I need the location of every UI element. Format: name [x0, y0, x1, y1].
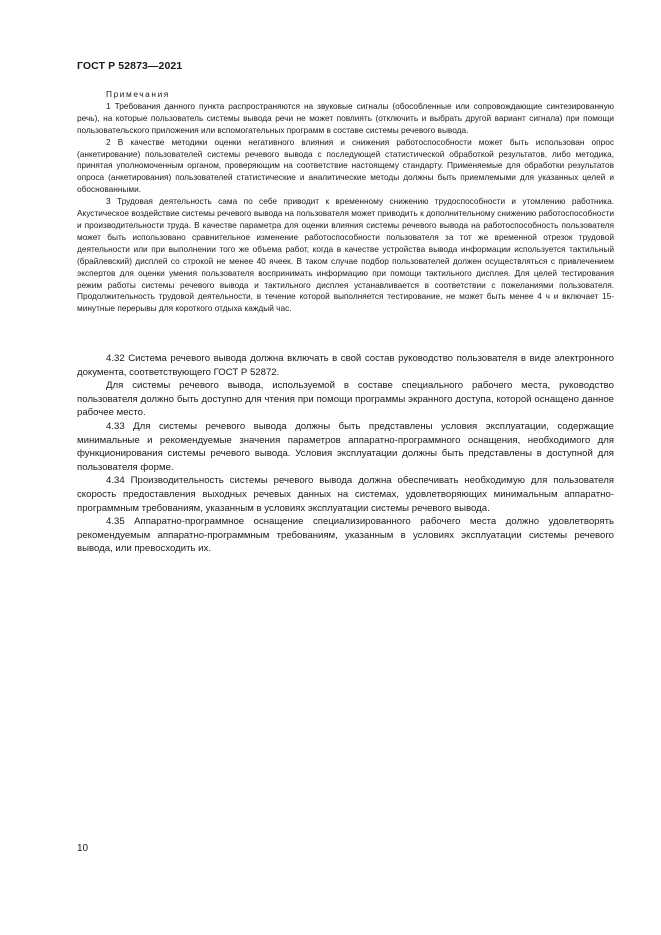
standard-header: ГОСТ Р 52873—2021	[77, 60, 183, 72]
note-3: 3 Трудовая деятельность сама по себе приводит к временному снижению трудоспособности и утомлению работника. Акустическое воздействие системы речевого вывода на пользователя может приводить к дополнительному снижению работоспособности и производительности труда. В качестве параметра для оценки влияния системы речевого вывода на работоспособность пользователя может быть использовано сравнительное изменение работоспособности пользователя за тот же временной отрезок трудовой деятельности или при выполнении того же объема работ, когда в качестве устройства вывода информации используется тактильный (брайлевский) дисплей со строкой не менее 40 ячеек. В таком случае подбор пользователей должен осуществляться с привлечением экспертов для оценки умения пользователя воспринимать информацию при помощи тактильного дисплея. Для целей тестирования режим работы системы речевого вывода и тактильного дисплея устанавливается в соответствии с пожеланиями пользователя. Продолжительность трудовой деятельности, в течение которой выполняется тестирование, не может быть менее 4 ч и включает 15-минутные перерывы для короткого отдыха каждый час.	[77, 196, 614, 314]
note-2: 2 В качестве методики оценки негативного влияния и снижения работоспособности может быть использован опрос (анкетирование) пользователей системы речевого вывода с последующей статистической обработкой результатов, либо методика, принятая уполномоченным органом, проверяющим на соответствие настоящему стандарту. Применяемые для обработки результатов опроса (анкетирования) пользователей статистические и аналитические методы должны быть приемлемыми для указанных целей и обоснованными.	[77, 136, 614, 195]
paragraph-4-32-continued: Для системы речевого вывода, используемой в составе специального рабочего места, руководство пользователя должно быть доступно для чтения при помощи программы экранного доступа, которой оснащено данное рабочее место.	[77, 380, 614, 419]
paragraph-4-35: 4.35 Аппаратно-программное оснащение специализированного рабочего места должно удовлетворять рекомендуемым аппаратно-программным требованиям, указанным в условиях эксплуатации системы речевого вывода, или превосходить их.	[77, 516, 614, 555]
paragraph-4-33: 4.33 Для системы речевого вывода должны быть представлены условия эксплуатации, содержащие минимальные и рекомендуемые значения параметров аппаратно-программного оснащения, необходимого для функционирования системы речевого вывода. Условия эксплуатации должны быть представлены в доступной для пользователя форме.	[77, 420, 614, 473]
notes-title: Примечания	[106, 89, 170, 99]
paragraph-4-34: 4.34 Производительность системы речевого вывода должна обеспечивать необходимую для пользователя скорость предоставления выходных речевых данных на системах, удовлетворяющих минимальным аппаратно-программным требованиям, указанным в условиях эксплуатации системы речевого вывода.	[77, 475, 614, 514]
notes-block	[77, 89, 614, 315]
paragraph-4-32: 4.32 Система речевого вывода должна включать в свой состав руководство пользователя в виде электронного документа, соответствующего ГОСТ Р 52872.	[77, 353, 614, 378]
note-1: 1 Требования данного пункта распространяются на звуковые сигналы (обособленные или сопровождающие синтезированную речь), на которые пользователь системы вывода речи не может повлиять (отключить и выбрать другой вариант сигнала) при помощи пользовательского приложения или вспомогательных программ в составе системы речевого вывода.	[77, 100, 614, 135]
main-text	[77, 352, 614, 556]
page-number: 10	[77, 843, 89, 854]
